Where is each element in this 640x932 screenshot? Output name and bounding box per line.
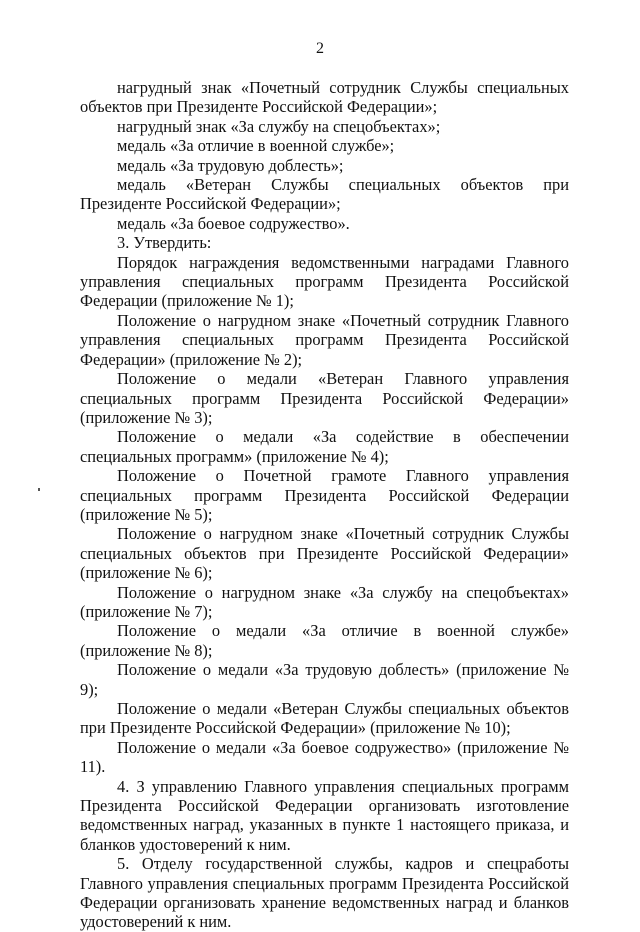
paragraph-item-4: 4. З управлению Главного управления специальных программ Президента Российской Федерации организовать изготовление ведомственных наград, указанных в пункте 1 настоящего приказа, и бланков удостоверений к ним.: [80, 776, 569, 854]
paragraph-appendix-6: Положение о нагрудном знаке «Почетный сотрудник Службы специальных объектов при Президенте Российской Федерации» (приложение № 6);: [80, 524, 569, 583]
paragraph-appendix-9: Положение о медали «За трудовую доблесть» (приложение № 9);: [80, 660, 569, 699]
document-body: [80, 78, 569, 932]
paragraph-badge-honored-employee-sso: нагрудный знак «Почетный сотрудник Службы специальных объектов при Президенте Российской Федерации»;: [80, 78, 569, 117]
paragraph-item-3-approve: 3. Утвердить:: [117, 233, 212, 253]
paragraph-medal-labour-valour: медаль «За трудовую доблесть»;: [117, 155, 344, 175]
paragraph-appendix-7: Положение о нагрудном знаке «За службу на спецобъектах» (приложение № 7);: [80, 582, 569, 621]
paragraph-medal-veteran-sso: медаль «Ветеран Службы специальных объектов при Президенте Российской Федерации»;: [80, 175, 569, 214]
paragraph-medal-combat-fellowship: медаль «За боевое содружество».: [117, 213, 350, 233]
scan-artifact-mark: [38, 488, 40, 491]
paragraph-appendix-10: Положение о медали «Ветеран Службы специальных объектов при Президенте Российской Федерации» (приложение № 10);: [80, 699, 569, 738]
paragraph-appendix-2: Положение о нагрудном знаке «Почетный сотрудник Главного управления специальных программ Президента Российской Федерации» (приложение № 2);: [80, 310, 569, 369]
page-number: 2: [316, 40, 324, 57]
paragraph-appendix-3: Положение о медали «Ветеран Главного управления специальных программ Президента Российской Федерации» (приложение № 3);: [80, 369, 569, 427]
paragraph-appendix-5: Положение о Почетной грамоте Главного управления специальных программ Президента Российской Федерации (приложение № 5);: [80, 466, 569, 524]
paragraph-appendix-11: Положение о медали «За боевое содружество» (приложение № 11).: [80, 737, 569, 777]
paragraph-medal-military-distinction: медаль «За отличие в военной службе»;: [117, 136, 395, 156]
paragraph-appendix-8: Положение о медали «За отличие в военной службе» (приложение № 8);: [80, 621, 569, 660]
paragraph-badge-service-spetsobjects: нагрудный знак «За службу на спецобъектах»;: [117, 116, 441, 136]
paragraph-item-5: 5. Отделу государственной службы, кадров и спецработы Главного управления специальных программ Президента Российской Федерации организовать хранение ведомственных наград и бланков удостоверений к ним.: [80, 854, 569, 932]
paragraph-appendix-1: Порядок награждения ведомственными наградами Главного управления специальных программ Президента Российской Федерации (приложение № 1);: [80, 252, 569, 311]
paragraph-appendix-4: Положение о медали «За содействие в обеспечении специальных программ» (приложение № 4);: [80, 427, 569, 466]
